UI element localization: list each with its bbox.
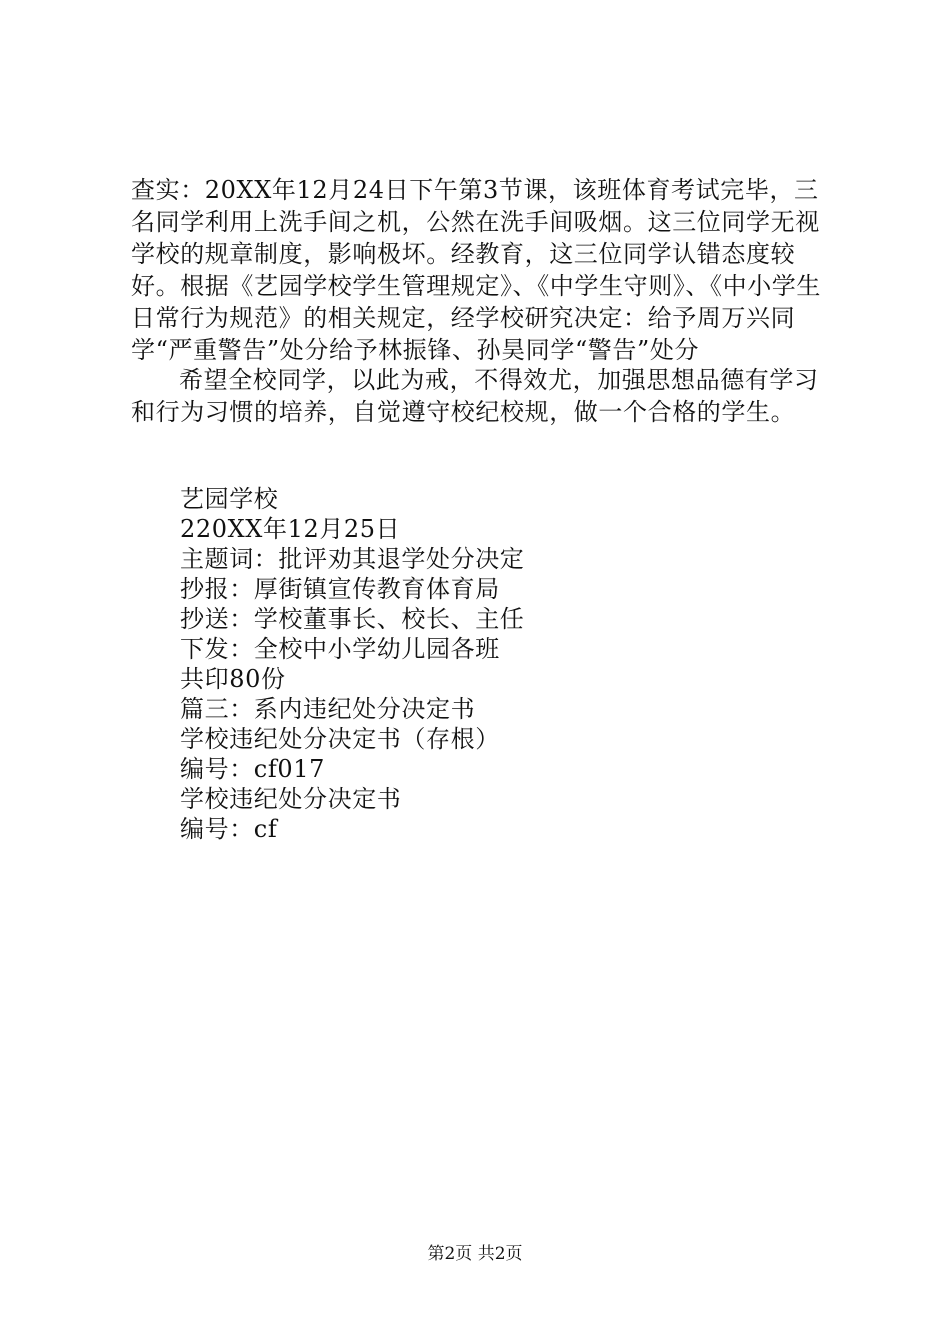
stub-number: 编号：cf017 <box>180 755 325 783</box>
paragraph-exhortation: 希望全校同学，以此为戒，不得效尤，加强思想品德有学习和行为习惯的培养，自觉遵守校纪校规，做一个合格的学生。 <box>131 366 819 426</box>
paragraph-findings: 查实：20XX年12月24日下午第3节课，该班体育考试完毕，三名同学利用上洗手间之机，公然在洗手间吸烟。这三位同学无视学校的规章制度，影响极坏。经教育，这三位同学认错态度较好。根据《艺园学校学生管理规定》、《中学生守则》、《中小学生日常行为规范》的相关规定，经学校研究决定：给予周万兴同学“严重警告”处分给予林振锋、孙昊同学“警告”处分 <box>131 176 821 364</box>
page-number-footer: 第2页 共2页 <box>427 1244 523 1264</box>
copy-to: 抄送：学校董事长、校长、主任 <box>180 605 525 633</box>
print-count: 共印80份 <box>180 665 286 693</box>
report-to: 抄报：厚街镇宣传教育体育局 <box>180 575 500 603</box>
decision-number: 编号：cf <box>180 815 278 843</box>
body-text <box>131 174 831 428</box>
closing-block <box>180 484 780 844</box>
issue-date: 220XX年12月25日 <box>180 515 401 543</box>
subject-keywords: 主题词：批评劝其退学处分决定 <box>180 545 525 573</box>
decision-title: 学校违纪处分决定书 <box>180 785 402 813</box>
section-heading: 篇三：系内违纪处分决定书 <box>180 695 476 723</box>
distribute-to: 下发：全校中小学幼儿园各班 <box>180 635 500 663</box>
stub-title: 学校违纪处分决定书（存根） <box>180 725 500 753</box>
school-signature: 艺园学校 <box>180 485 279 513</box>
